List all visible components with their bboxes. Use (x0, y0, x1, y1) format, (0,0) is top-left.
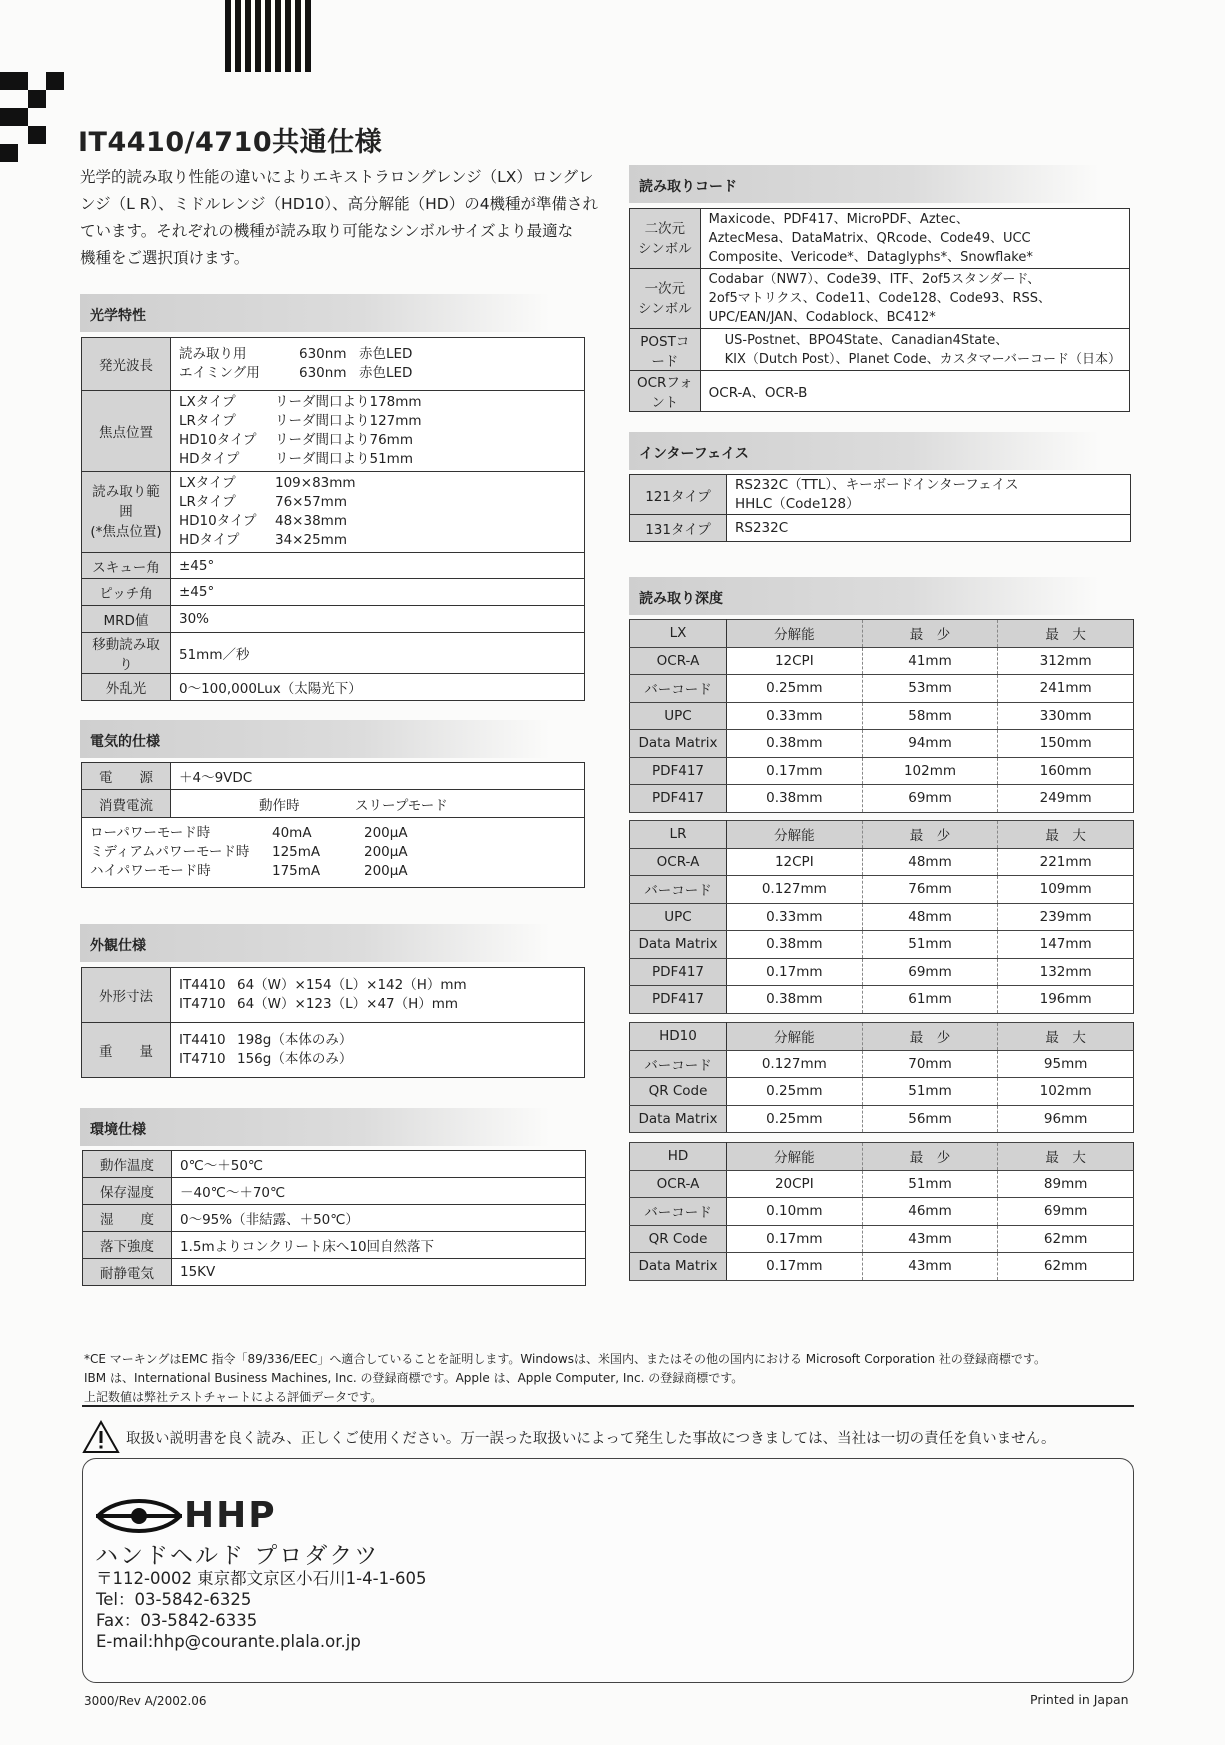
decorative-block (0, 72, 28, 90)
row-label: OCRフォント (630, 371, 701, 412)
column-header: 最 少 (862, 1143, 998, 1171)
resolution-cell: 0.17mm (727, 1225, 863, 1253)
table-row (630, 1170, 1134, 1198)
table-row (630, 1253, 1134, 1281)
symbol-cell: Data Matrix (630, 1105, 727, 1133)
max-cell: 102mm (998, 1078, 1134, 1106)
section-header-depth: 読み取り深度 (629, 577, 1099, 615)
model-label: HD10 (630, 1023, 727, 1051)
symbol-cell: バーコード (630, 675, 727, 703)
symbol-cell: PDF417 (630, 757, 727, 785)
table-row (630, 848, 1134, 876)
optical-spec-table: 発光波長 読み取り用 630nm 赤色LED エイミング用 630nm 赤色LED 焦点位置 LXタイプ リーダ間口より178mm LRタイプ リーダ間口より127mm HD10タイプ リーダ間口より76mm HDタイプ リーダ間口より51mm 読み取り範囲 (*焦点位置) LXタイプ 109×83mm LRタイプ 76×57mm HD10タイプ 48×38mm HDタイプ 34×25mm スキュー角 ±45° ピッチ角 ±45° MRD値 30% 移動読み取り 51mm／秒 外乱光 0～100,000Lux（太陽光下） (81, 337, 585, 701)
table-row (630, 1105, 1134, 1133)
symbol-cell: QR Code (630, 1225, 727, 1253)
column-header: 最 大 (998, 1023, 1134, 1051)
depth-table-hd (629, 1142, 1134, 1281)
symbol-cell: QR Code (630, 1078, 727, 1106)
fax: Fax：03-5842-6335 (96, 1611, 258, 1630)
max-cell: 239mm (998, 903, 1134, 931)
model-label: LX (630, 620, 727, 648)
power-mode-list: ローパワーモード時 40mA 200μA ミディアムパワーモード時 125mA 200μA ハイパワーモード時 175mA 200μA (82, 818, 585, 888)
min-cell: 53mm (862, 675, 998, 703)
min-cell: 43mm (862, 1253, 998, 1281)
resolution-cell: 0.127mm (727, 876, 863, 904)
page-title: IT4410/4710共通仕様 (78, 127, 383, 158)
decorative-block (0, 108, 28, 126)
table-row (630, 647, 1134, 675)
row-label: 一次元 シンボル (630, 269, 701, 329)
min-cell: 76mm (862, 876, 998, 904)
resolution-cell: 20CPI (727, 1170, 863, 1198)
table-row (630, 986, 1134, 1014)
min-cell: 70mm (862, 1050, 998, 1078)
resolution-cell: 0.25mm (727, 1078, 863, 1106)
resolution-cell: 0.25mm (727, 1105, 863, 1133)
column-header: 最 少 (862, 1023, 998, 1051)
min-cell: 61mm (862, 986, 998, 1014)
warning-icon (82, 1420, 120, 1454)
min-cell: 94mm (862, 730, 998, 758)
symbol-cell: PDF417 (630, 986, 727, 1014)
column-header: 分解能 (727, 1143, 863, 1171)
min-cell: 51mm (862, 1078, 998, 1106)
table-row (630, 1198, 1134, 1226)
resolution-cell: 0.38mm (727, 931, 863, 959)
min-cell: 51mm (862, 1170, 998, 1198)
symbol-cell: OCR-A (630, 1170, 727, 1198)
section-header-codes: 読み取りコード (629, 165, 1099, 203)
max-cell: 249mm (998, 785, 1134, 813)
symbol-cell: PDF417 (630, 785, 727, 813)
row-label: 焦点位置 (82, 391, 171, 472)
min-cell: 69mm (862, 785, 998, 813)
symbol-cell: UPC (630, 702, 727, 730)
max-cell: 62mm (998, 1253, 1134, 1281)
row-label: 131タイプ (630, 515, 727, 542)
depth-table-lr (629, 820, 1134, 1014)
table-row (630, 785, 1134, 813)
max-cell: 96mm (998, 1105, 1134, 1133)
symbol-cell: UPC (630, 903, 727, 931)
column-header: 分解能 (727, 620, 863, 648)
row-label: 落下強度 (83, 1232, 172, 1259)
column-header: 最 少 (862, 620, 998, 648)
depth-table-lx (629, 619, 1134, 813)
column-header: 最 大 (998, 1143, 1134, 1171)
min-cell: 48mm (862, 848, 998, 876)
max-cell: 62mm (998, 1225, 1134, 1253)
table-row (630, 1050, 1134, 1078)
row-label: ピッチ角 (82, 579, 171, 606)
decorative-block (28, 126, 46, 144)
depth-table-hd10 (629, 1022, 1134, 1133)
min-cell: 43mm (862, 1225, 998, 1253)
column-header: 分解能 (727, 1023, 863, 1051)
min-cell: 56mm (862, 1105, 998, 1133)
symbol-cell: バーコード (630, 1050, 727, 1078)
resolution-cell: 0.25mm (727, 675, 863, 703)
resolution-cell: 0.17mm (727, 1253, 863, 1281)
exterior-spec-table: 外形寸法 IT4410 64（W）×154（L）×142（H）mm IT4710 64（W）×123（L）×47（H）mm 重 量 IT4410 198g（本体のみ） IT4710 156g（本体のみ） (81, 967, 585, 1078)
table-row (630, 675, 1134, 703)
column-header: 分解能 (727, 821, 863, 849)
row-label: 電 源 (82, 763, 171, 790)
print-origin: Printed in Japan (1030, 1692, 1129, 1707)
row-label: 耐静電気 (83, 1259, 172, 1286)
max-cell: 221mm (998, 848, 1134, 876)
row-label: 重 量 (82, 1023, 171, 1078)
min-cell: 48mm (862, 903, 998, 931)
row-label: MRD値 (82, 606, 171, 633)
contact-details (96, 1568, 427, 1652)
electrical-spec-table: 電 源 ＋4～9VDC 消費電流 動作時 スリープモード ローパワーモード時 40mA 200μA ミディアムパワーモード時 125mA 200μA ハイパワーモード時 175mA 200μA (81, 762, 585, 888)
symbol-cell: バーコード (630, 876, 727, 904)
table-row (630, 1078, 1134, 1106)
symbol-cell: OCR-A (630, 647, 727, 675)
table-row (630, 931, 1134, 959)
max-cell: 160mm (998, 757, 1134, 785)
row-label: 保存湿度 (83, 1178, 172, 1205)
min-cell: 41mm (862, 647, 998, 675)
max-cell: 132mm (998, 958, 1134, 986)
divider (82, 1405, 1134, 1407)
model-label: HD (630, 1143, 727, 1171)
min-cell: 58mm (862, 702, 998, 730)
resolution-cell: 0.17mm (727, 958, 863, 986)
row-label: 発光波長 (82, 338, 171, 391)
resolution-cell: 0.127mm (727, 1050, 863, 1078)
row-label: 外乱光 (82, 674, 171, 701)
table-row (630, 876, 1134, 904)
row-label: 動作温度 (83, 1151, 172, 1178)
resolution-cell: 0.38mm (727, 785, 863, 813)
table-row (630, 730, 1134, 758)
row-label: スキュー角 (82, 553, 171, 579)
warning-notice: 取扱い説明書を良く読み、正しくご使用ください。万一誤った取扱いによって発生した事故につきましては、当社は一切の責任を負いません。 (82, 1420, 1055, 1454)
min-cell: 46mm (862, 1198, 998, 1226)
column-header: 最 大 (998, 821, 1134, 849)
max-cell: 147mm (998, 931, 1134, 959)
model-label: LR (630, 821, 727, 849)
resolution-cell: 0.38mm (727, 730, 863, 758)
codes-spec-table: 二次元 シンボル Maxicode、PDF417、MicroPDF、Aztec、 AztecMesa、DataMatrix、QRcode、Code49、UCC Composite、Vericode*、Dataglyphs*、Snowflake* 一次元 シンボル Codabar（NW7）、Code39、ITF、2of5スタンダード、 2of5マトリクス、Code11、Code128、Code93、RSS、 UPC/EAN/JAN、Codablock、BC412* POSTコード US-Postnet、BPO4State、Canadian4State、 KIX（Dutch Post）、Planet Code、カスタマーバーコード（日本） OCRフォント OCR-A、OCR-B (629, 208, 1130, 412)
symbol-cell: Data Matrix (630, 730, 727, 758)
section-header-electrical: 電気的仕様 (80, 720, 550, 758)
max-cell: 109mm (998, 876, 1134, 904)
section-header-exterior: 外観仕様 (80, 924, 550, 962)
column-header: 最 少 (862, 821, 998, 849)
section-header-interface: インターフェイス (629, 432, 1099, 470)
table-row (630, 1225, 1134, 1253)
table-row (630, 757, 1134, 785)
row-label: POSTコード (630, 329, 701, 371)
table-row (630, 958, 1134, 986)
resolution-cell: 12CPI (727, 848, 863, 876)
address: 〒112-0002 東京都文京区小石川1-4-1-605 (96, 1569, 427, 1588)
min-cell: 69mm (862, 958, 998, 986)
max-cell: 150mm (998, 730, 1134, 758)
interface-spec-table: 121タイプ RS232C（TTL）、キーボードインターフェイス HHLC（Code128） 131タイプ RS232C (629, 474, 1131, 542)
max-cell: 241mm (998, 675, 1134, 703)
document-revision: 3000/Rev A/2002.06 (84, 1694, 207, 1708)
table-row (630, 702, 1134, 730)
symbol-cell: OCR-A (630, 848, 727, 876)
min-cell: 51mm (862, 931, 998, 959)
symbol-cell: バーコード (630, 1198, 727, 1226)
decorative-block (0, 144, 18, 162)
decorative-block (28, 90, 46, 108)
max-cell: 89mm (998, 1170, 1134, 1198)
hhp-eye-icon (96, 1498, 182, 1534)
column-header: 最 大 (998, 620, 1134, 648)
decorative-block (46, 72, 64, 90)
section-header-environment: 環境仕様 (80, 1108, 550, 1146)
section-header-optical: 光学特性 (80, 294, 550, 332)
row-label: 消費電流 (82, 790, 171, 818)
resolution-cell: 12CPI (727, 647, 863, 675)
email: E-mail:hhp@courante.plala.or.jp (96, 1632, 361, 1651)
resolution-cell: 0.17mm (727, 757, 863, 785)
symbol-cell: PDF417 (630, 958, 727, 986)
company-logo: HHP (96, 1495, 277, 1536)
row-label: 121タイプ (630, 475, 727, 515)
row-label: 二次元 シンボル (630, 209, 701, 269)
decorative-stripes (225, 0, 313, 72)
row-label: 外形寸法 (82, 968, 171, 1023)
max-cell: 69mm (998, 1198, 1134, 1226)
table-row (630, 903, 1134, 931)
min-cell: 102mm (862, 757, 998, 785)
row-label: 移動読み取り (82, 633, 171, 674)
company-name: ハンドヘルド プロダクツ (95, 1543, 380, 1569)
symbol-cell: Data Matrix (630, 931, 727, 959)
max-cell: 312mm (998, 647, 1134, 675)
row-label: 読み取り範囲 (*焦点位置) (82, 472, 171, 553)
resolution-cell: 0.38mm (727, 986, 863, 1014)
resolution-cell: 0.33mm (727, 702, 863, 730)
footnotes: *CE マーキングはEMC 指令「89/336/EEC」へ適合していることを証明します。Windowsは、米国内、またはその他の国内における Microsoft Corporation 社の登録商標です。 IBM は、International Business Machines, Inc. の登録商標です。Apple は、Apple Computer, Inc. の登録商標です。 上記数値は弊社テストチャートによる評価データです。 (84, 1352, 1046, 1404)
max-cell: 330mm (998, 702, 1134, 730)
phone: Tel：03-5842-6325 (96, 1590, 252, 1609)
row-label: 湿 度 (83, 1205, 172, 1232)
max-cell: 95mm (998, 1050, 1134, 1078)
resolution-cell: 0.33mm (727, 903, 863, 931)
environment-spec-table: 動作温度 0℃～＋50℃ 保存湿度 －40℃～＋70℃ 湿 度 0～95%（非結露、＋50℃） 落下強度 1.5mよりコンクリート床へ10回自然落下 耐静電気 15KV (82, 1150, 586, 1286)
intro-paragraph: 光学的読み取り性能の違いによりエキストラロングレンジ（LX）ロングレ ンジ（L R）、ミドルレンジ（HD10）、高分解能（HD）の4機種が準備され ています。それぞれの機種が読み取り可能なシンボルサイズより最適な 機種をご選択頂けます。 (80, 168, 599, 267)
resolution-cell: 0.10mm (727, 1198, 863, 1226)
symbol-cell: Data Matrix (630, 1253, 727, 1281)
max-cell: 196mm (998, 986, 1134, 1014)
